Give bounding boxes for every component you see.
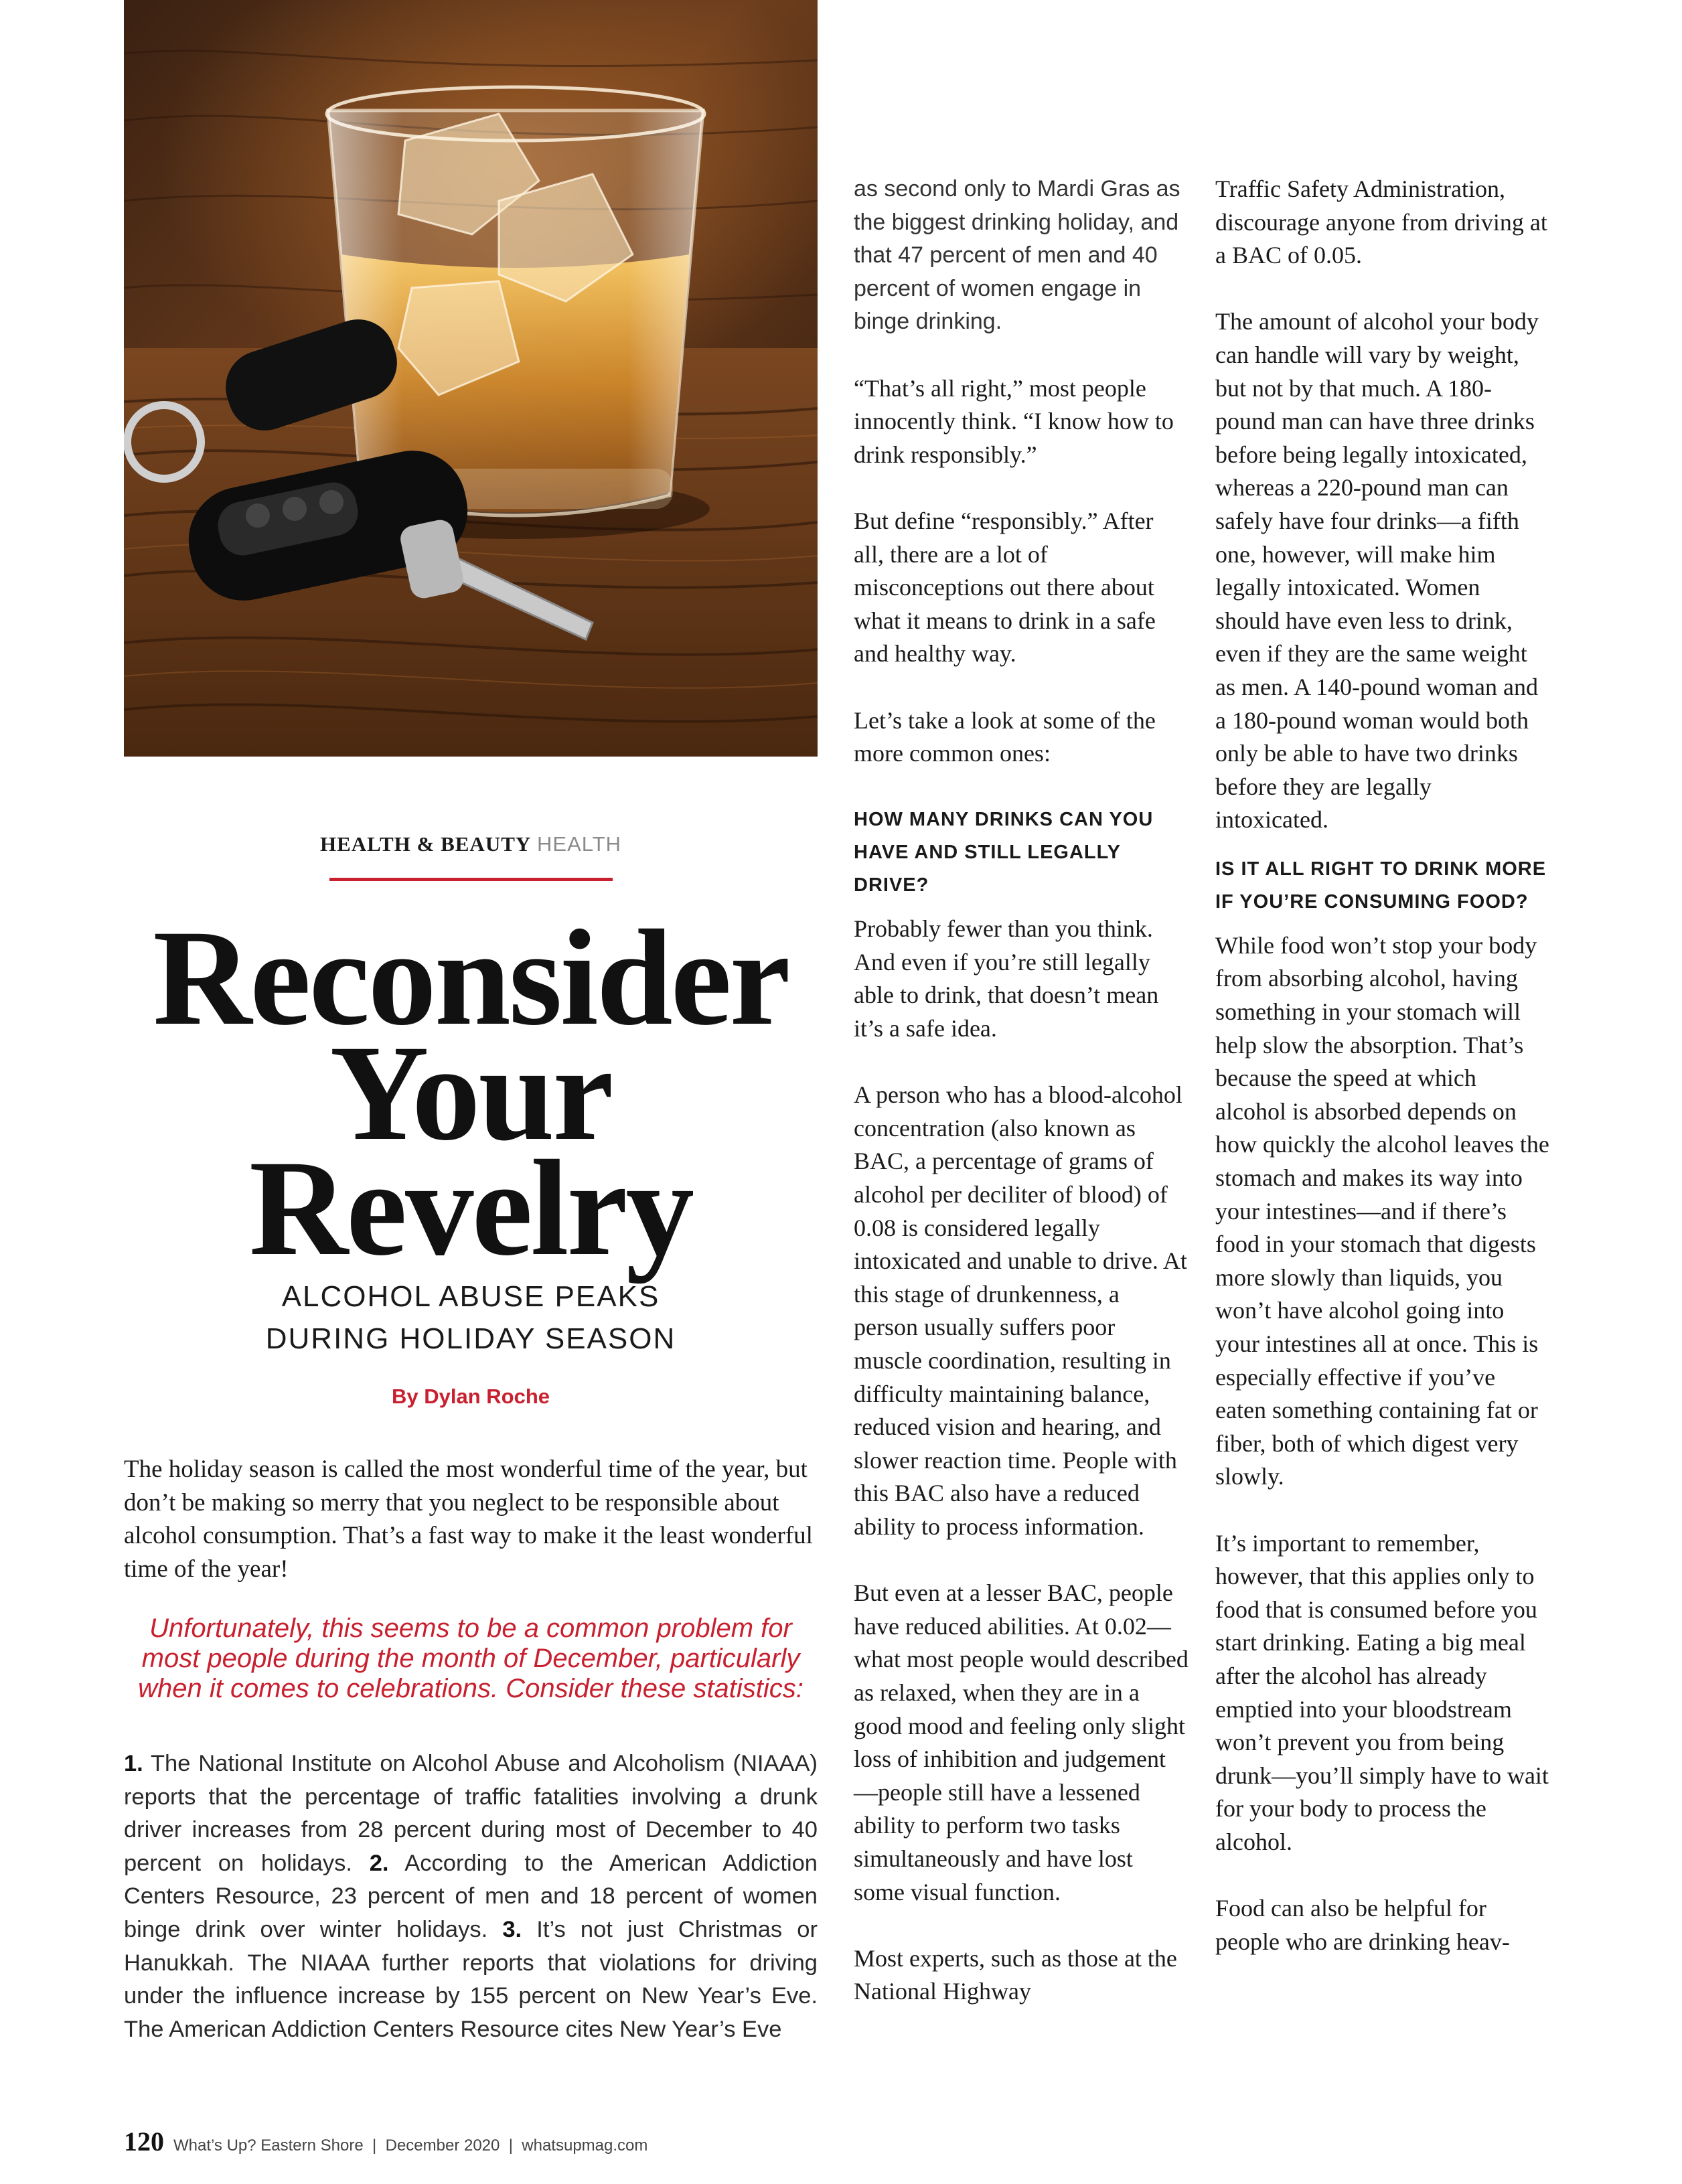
body-paragraph: Most experts, such as those at the National Highway	[854, 1944, 1177, 2005]
section-kicker	[124, 832, 818, 856]
stat-number: 1.	[124, 1751, 143, 1776]
page-footer	[124, 2126, 647, 2157]
statistics-paragraph	[124, 1747, 818, 2046]
body-paragraph: as second only to Mardi Gras as the biggest drinking holiday, and that 47 percent of men and 40 percent of women engage in binge drinking.	[854, 176, 1180, 335]
kicker-divider	[329, 878, 613, 881]
article-subtitle	[124, 1275, 818, 1360]
article-title	[124, 902, 818, 1284]
body-paragraph: Let’s take a look at some of the more common ones:	[854, 706, 1156, 767]
title-line: Reconsider	[153, 902, 789, 1054]
stat-number: 2.	[369, 1850, 389, 1876]
body-paragraph: While food won’t stop your body from absorbing alcohol, having something in your stomach will help slow the absorption. That’s because the speed at which alcohol is absorbed depends on how quickly the alcohol leaves the stomach and makes its way into your intestines—and if there’s food in your stomach that digests more slowly than liquids, you won’t have alcohol going into your intestines all at once. This is especially effective if you’ve eaten something containing fat or fiber, both of which digest very slowly.	[1215, 931, 1549, 1490]
stat-number: 3.	[502, 1916, 522, 1942]
subtitle-line: ALCOHOL ABUSE PEAKS	[281, 1280, 660, 1313]
body-paragraph: Traffic Safety Administration, discourage anyone from driving at a BAC of 0.05.	[1215, 175, 1547, 269]
title-line: Your	[329, 1017, 612, 1169]
whiskey-keys-illustration	[124, 0, 818, 757]
stat-text: According to the American Addiction Centers Resource, 23 percent of men and 18 percent of women binge drink over winter holidays.	[124, 1850, 818, 1942]
body-paragraph: “That’s all right,” most people innocently think. “I know how to drink responsibly.”	[854, 374, 1174, 468]
title-line: Revelry	[249, 1132, 692, 1284]
body-paragraph: The amount of alcohol your body can handle will vary by weight, but not by that much. A 180-pound man can have three drinks before being legally intoxicated, whereas a 220-pound man can safely have four drinks—a fifth one, however, will make him legally intoxicated. Women should have even less to drink, even if they are the same weight as men. A 140-pound woman and a 180-pound woman would both only be able to have two drinks before they are legally intoxicated.	[1215, 308, 1539, 834]
stat-text: It’s not just Christmas or Hanukkah. The NIAAA further reports that violations for driving under the influence increase by 155 percent on New Year’s Eve. The American Addiction Centers Resource cites New Year’s Eve	[124, 1916, 818, 2042]
body-paragraph: A person who has a blood-alcohol concentration (also known as BAC, a percentage of grams of alcohol per deciliter of blood) of 0.08 is considered legally intoxicated and unable to drive. At this stage of drunkenness, a person usually suffers poor muscle coordination, resulting in difficulty maintaining balance, reduced vision and hearing, and slower reaction time. People with this BAC also have a reduced ability to process information.	[854, 1081, 1187, 1540]
kicker-subsection: HEALTH	[537, 832, 622, 856]
body-paragraph: But define “responsibly.” After all, there are a lot of misconceptions out there about what it means to drink in a safe and healthy way.	[854, 507, 1156, 668]
subtitle-line: DURING HOLIDAY SEASON	[265, 1322, 676, 1355]
stat-text: The National Institute on Alcohol Abuse and Alcoholism (NIAAA) reports that the percentage of traffic fatalities involving a drunk driver increases from 28 percent during most of December to 40 percent on holidays.	[124, 1751, 818, 1876]
byline: By Dylan Roche	[391, 1385, 550, 1408]
section-heading: HOW MANY DRINKS CAN YOU HAVE AND STILL LEGALLY DRIVE?	[854, 809, 1154, 896]
body-column-2	[854, 173, 1189, 2009]
section-heading: IS IT ALL RIGHT TO DRINK MORE IF YOU’RE CONSUMING FOOD?	[1215, 858, 1547, 913]
intro-paragraph: The holiday season is called the most wonderful time of the year, but don’t be making so merry that you neglect to be responsible about alcohol consumption. That’s a fast way to make it the least wonderful time of the year!	[124, 1456, 813, 1583]
footer-text: What’s Up? Eastern Shore | December 2020 | whatsupmag.com	[173, 2136, 648, 2155]
pull-quote: Unfortunately, this seems to be a common problem for most people during the month of December, particularly when it comes to celebrations. Consider these statistics:	[138, 1614, 804, 1703]
kicker-section: HEALTH & BEAUTY	[319, 832, 532, 856]
body-paragraph: Probably fewer than you think. And even if you’re still legally able to drink, that doesn’t mean it’s a safe idea.	[854, 915, 1159, 1042]
page-number: 120	[124, 2126, 164, 2157]
body-paragraph: Food can also be helpful for people who are drinking heav-	[1215, 1895, 1510, 1955]
body-column-3	[1215, 173, 1550, 1958]
hero-photo	[124, 0, 818, 757]
body-paragraph: But even at a lesser BAC, people have reduced abilities. At 0.02—what most people would described as relaxed, when they are in a good mood and feeling only slight loss of inhibition and judgement—people still have a lessened ability to perform two tasks simultaneously and have lost some visual function.	[854, 1579, 1189, 1905]
body-paragraph: It’s important to remember, however, that this applies only to food that is consumed before you start drinking. Eating a big meal after the alcohol has already emptied into your bloodstream won’t prevent you from being drunk—you’ll simply have to wait for your body to process the alcohol.	[1215, 1529, 1549, 1855]
